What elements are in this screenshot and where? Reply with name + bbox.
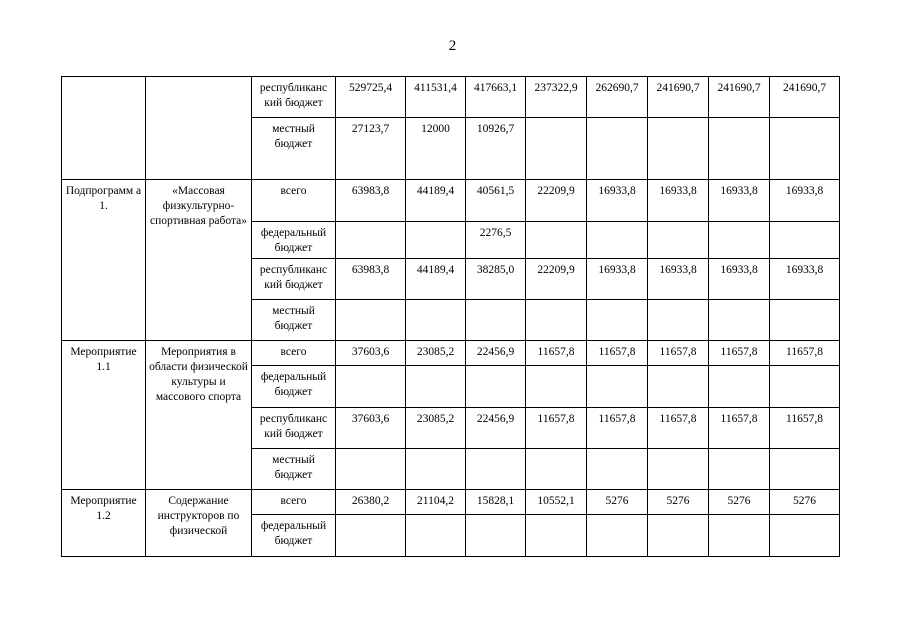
value-cell: 5276	[770, 490, 840, 515]
funding-source-cell: местный бюджет	[252, 449, 336, 490]
value-cell	[406, 366, 466, 408]
value-cell	[770, 118, 840, 180]
value-cell	[466, 449, 526, 490]
value-cell: 10926,7	[466, 118, 526, 180]
value-cell: 11657,8	[648, 408, 709, 449]
program-code-cell: Подпрограмм а 1.	[62, 180, 146, 341]
table-row	[62, 77, 840, 118]
value-cell	[770, 515, 840, 557]
funding-source-cell: республиканс кий бюджет	[252, 259, 336, 300]
value-cell: 63983,8	[336, 180, 406, 222]
table-row	[62, 180, 840, 222]
value-cell: 11657,8	[770, 408, 840, 449]
value-cell: 2276,5	[466, 222, 526, 259]
value-cell	[336, 515, 406, 557]
value-cell	[406, 300, 466, 341]
value-cell: 11657,8	[709, 341, 770, 366]
value-cell	[406, 449, 466, 490]
value-cell: 241690,7	[709, 77, 770, 118]
funding-source-cell: республиканс кий бюджет	[252, 408, 336, 449]
value-cell	[709, 515, 770, 557]
value-cell: 37603,6	[336, 408, 406, 449]
value-cell	[648, 515, 709, 557]
value-cell: 37603,6	[336, 341, 406, 366]
budget-table	[61, 76, 840, 557]
value-cell: 44189,4	[406, 180, 466, 222]
value-cell	[587, 515, 648, 557]
value-cell: 38285,0	[466, 259, 526, 300]
value-cell	[587, 222, 648, 259]
value-cell	[466, 300, 526, 341]
funding-source-cell: всего	[252, 180, 336, 222]
program-name-cell: «Массовая физкультурно-спортивная работа»	[146, 180, 252, 341]
funding-source-cell: республиканс кий бюджет	[252, 77, 336, 118]
value-cell: 11657,8	[648, 341, 709, 366]
value-cell	[466, 366, 526, 408]
value-cell: 15828,1	[466, 490, 526, 515]
program-code-cell	[62, 77, 146, 180]
value-cell: 5276	[587, 490, 648, 515]
value-cell: 16933,8	[648, 259, 709, 300]
value-cell	[648, 366, 709, 408]
value-cell: 63983,8	[336, 259, 406, 300]
value-cell: 12000	[406, 118, 466, 180]
value-cell: 23085,2	[406, 408, 466, 449]
value-cell: 27123,7	[336, 118, 406, 180]
value-cell: 417663,1	[466, 77, 526, 118]
program-code-cell: Мероприятие 1.2	[62, 490, 146, 557]
value-cell	[709, 300, 770, 341]
value-cell: 262690,7	[587, 77, 648, 118]
value-cell	[770, 300, 840, 341]
value-cell: 5276	[709, 490, 770, 515]
value-cell	[587, 300, 648, 341]
value-cell: 22209,9	[526, 259, 587, 300]
value-cell: 16933,8	[770, 180, 840, 222]
value-cell: 11657,8	[770, 341, 840, 366]
value-cell	[709, 222, 770, 259]
value-cell	[336, 449, 406, 490]
value-cell	[526, 366, 587, 408]
value-cell	[709, 366, 770, 408]
value-cell: 5276	[648, 490, 709, 515]
program-name-cell: Содержание инструкторов по физической	[146, 490, 252, 557]
value-cell: 16933,8	[709, 259, 770, 300]
value-cell	[336, 300, 406, 341]
value-cell: 22456,9	[466, 408, 526, 449]
program-code-cell: Мероприятие 1.1	[62, 341, 146, 490]
value-cell: 241690,7	[770, 77, 840, 118]
value-cell: 16933,8	[587, 180, 648, 222]
value-cell: 16933,8	[587, 259, 648, 300]
value-cell	[648, 222, 709, 259]
value-cell: 11657,8	[587, 408, 648, 449]
value-cell	[770, 222, 840, 259]
funding-source-cell: местный бюджет	[252, 118, 336, 180]
funding-source-cell: всего	[252, 341, 336, 366]
value-cell	[648, 300, 709, 341]
value-cell: 237322,9	[526, 77, 587, 118]
value-cell	[709, 118, 770, 180]
value-cell: 22209,9	[526, 180, 587, 222]
value-cell: 16933,8	[770, 259, 840, 300]
table-row	[62, 490, 840, 515]
value-cell: 411531,4	[406, 77, 466, 118]
program-name-cell	[146, 77, 252, 180]
value-cell	[770, 449, 840, 490]
funding-source-cell: федеральный бюджет	[252, 222, 336, 259]
value-cell: 11657,8	[526, 341, 587, 366]
value-cell: 529725,4	[336, 77, 406, 118]
value-cell: 11657,8	[587, 341, 648, 366]
value-cell	[336, 366, 406, 408]
value-cell: 241690,7	[648, 77, 709, 118]
value-cell: 23085,2	[406, 341, 466, 366]
value-cell: 40561,5	[466, 180, 526, 222]
funding-source-cell: всего	[252, 490, 336, 515]
program-name-cell: Мероприятия в области физической культуры и массового спорта	[146, 341, 252, 490]
value-cell: 11657,8	[709, 408, 770, 449]
value-cell	[526, 222, 587, 259]
value-cell	[526, 300, 587, 341]
value-cell	[406, 515, 466, 557]
value-cell	[336, 222, 406, 259]
value-cell	[648, 449, 709, 490]
value-cell	[648, 118, 709, 180]
value-cell	[709, 449, 770, 490]
value-cell	[587, 118, 648, 180]
value-cell	[770, 366, 840, 408]
value-cell	[526, 515, 587, 557]
value-cell	[526, 118, 587, 180]
value-cell	[466, 515, 526, 557]
funding-source-cell: федеральный бюджет	[252, 366, 336, 408]
table-row	[62, 341, 840, 366]
page-number: 2	[448, 38, 457, 54]
value-cell: 16933,8	[648, 180, 709, 222]
value-cell: 21104,2	[406, 490, 466, 515]
value-cell: 22456,9	[466, 341, 526, 366]
value-cell	[587, 366, 648, 408]
value-cell: 10552,1	[526, 490, 587, 515]
value-cell: 11657,8	[526, 408, 587, 449]
value-cell: 26380,2	[336, 490, 406, 515]
value-cell	[406, 222, 466, 259]
funding-source-cell: местный бюджет	[252, 300, 336, 341]
value-cell	[526, 449, 587, 490]
value-cell	[587, 449, 648, 490]
funding-source-cell: федеральный бюджет	[252, 515, 336, 557]
value-cell: 44189,4	[406, 259, 466, 300]
value-cell: 16933,8	[709, 180, 770, 222]
